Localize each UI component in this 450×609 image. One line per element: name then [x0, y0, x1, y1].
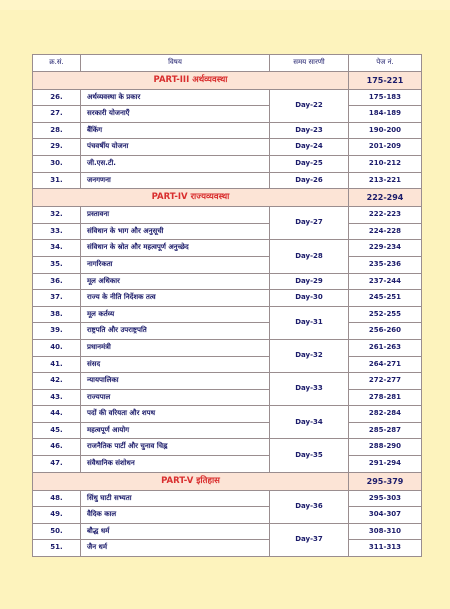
- page-range: 235-236: [349, 256, 422, 273]
- chapter-topic: संविधान के स्रोत और महत्वपूर्ण अनुच्छेद: [81, 240, 270, 257]
- chapter-topic: राष्ट्रपति और उपराष्ट्रपति: [81, 323, 270, 340]
- schedule-day: Day-32: [270, 339, 349, 372]
- page-range: 190-200: [349, 122, 422, 139]
- chapter-topic: राजनैतिक पार्टी और चुनाव चिह्न: [81, 439, 270, 456]
- page-range: 256-260: [349, 323, 422, 340]
- chapter-topic: नागरिकता: [81, 256, 270, 273]
- chapter-topic: अर्थव्यवस्था के प्रकार: [81, 89, 270, 106]
- chapter-number: 40.: [33, 339, 81, 356]
- schedule-day: Day-33: [270, 373, 349, 406]
- page-range: 291-294: [349, 456, 422, 473]
- header-schedule: समय सारणी: [270, 55, 349, 72]
- chapter-number: 42.: [33, 373, 81, 390]
- chapter-number: 45.: [33, 422, 81, 439]
- table-row: [33, 373, 422, 390]
- chapter-topic: मूल कर्तव्य: [81, 306, 270, 323]
- page-range: 175-183: [349, 89, 422, 106]
- page-range: 285-287: [349, 422, 422, 439]
- table-row: [33, 439, 422, 456]
- chapter-topic: वैदिक काल: [81, 507, 270, 524]
- chapter-topic: राज्य के नीति निर्देशक तत्व: [81, 290, 270, 307]
- page-range: 229-234: [349, 240, 422, 257]
- chapter-number: 33.: [33, 223, 81, 240]
- chapter-number: 49.: [33, 507, 81, 524]
- part-title: PART-V इतिहास: [33, 472, 349, 490]
- chapter-topic: संवैधानिक संशोधन: [81, 456, 270, 473]
- schedule-day: Day-22: [270, 89, 349, 122]
- chapter-number: 39.: [33, 323, 81, 340]
- chapter-number: 41.: [33, 356, 81, 373]
- page-range: 304-307: [349, 507, 422, 524]
- table-row: [33, 456, 422, 473]
- header-page: पेज नं.: [349, 55, 422, 72]
- page-range: 237-244: [349, 273, 422, 290]
- schedule-day: Day-36: [270, 490, 349, 523]
- part-page-range: 222-294: [349, 189, 422, 207]
- page-range: 252-255: [349, 306, 422, 323]
- page-range: 272-277: [349, 373, 422, 390]
- chapter-number: 46.: [33, 439, 81, 456]
- page-range: 261-263: [349, 339, 422, 356]
- chapter-number: 50.: [33, 523, 81, 540]
- table-row: [33, 540, 422, 557]
- chapter-topic: पदों की वरियता और शपथ: [81, 406, 270, 423]
- table-row: [33, 290, 422, 307]
- page-range: 245-251: [349, 290, 422, 307]
- table-row: [33, 106, 422, 123]
- schedule-day: Day-37: [270, 523, 349, 556]
- table-row: [33, 155, 422, 172]
- chapter-topic: राज्यपाल: [81, 389, 270, 406]
- chapter-number: 36.: [33, 273, 81, 290]
- part-title: PART-III अर्थव्यवस्था: [33, 71, 349, 89]
- page-range: 201-209: [349, 139, 422, 156]
- chapter-number: 27.: [33, 106, 81, 123]
- page-range: 210-212: [349, 155, 422, 172]
- schedule-day: Day-23: [270, 122, 349, 139]
- chapter-topic: प्रस्तावना: [81, 207, 270, 224]
- part-title: PART-IV राज्यव्यवस्था: [33, 189, 349, 207]
- table-row: [33, 172, 422, 189]
- table-row: [33, 356, 422, 373]
- table-row: [33, 507, 422, 524]
- chapter-topic: बौद्ध धर्म: [81, 523, 270, 540]
- chapter-number: 43.: [33, 389, 81, 406]
- schedule-day: Day-35: [270, 439, 349, 472]
- table-row: [33, 490, 422, 507]
- chapter-number: 31.: [33, 172, 81, 189]
- table-row: [33, 89, 422, 106]
- chapter-number: 30.: [33, 155, 81, 172]
- chapter-topic: संविधान के भाग और अनुसूची: [81, 223, 270, 240]
- schedule-day: Day-28: [270, 240, 349, 273]
- page-range: 288-290: [349, 439, 422, 456]
- chapter-topic: जनगणना: [81, 172, 270, 189]
- page-range: 224-228: [349, 223, 422, 240]
- schedule-day: Day-31: [270, 306, 349, 339]
- table-row: [33, 339, 422, 356]
- chapter-number: 32.: [33, 207, 81, 224]
- table-row: [33, 273, 422, 290]
- page-range: 278-281: [349, 389, 422, 406]
- chapter-number: 44.: [33, 406, 81, 423]
- part-page-range: 175-221: [349, 71, 422, 89]
- chapter-topic: जैन धर्म: [81, 540, 270, 557]
- chapter-number: 51.: [33, 540, 81, 557]
- table-row: [33, 240, 422, 257]
- schedule-day: Day-26: [270, 172, 349, 189]
- chapter-topic: मूल अधिकार: [81, 273, 270, 290]
- chapter-topic: पंचवर्षीय योजना: [81, 139, 270, 156]
- table-row: [33, 139, 422, 156]
- table-row: [33, 306, 422, 323]
- chapter-topic: न्यायपालिका: [81, 373, 270, 390]
- chapter-number: 38.: [33, 306, 81, 323]
- page-range: 184-189: [349, 106, 422, 123]
- table-row: [33, 122, 422, 139]
- table-row: [33, 406, 422, 423]
- chapter-number: 35.: [33, 256, 81, 273]
- table-row: [33, 323, 422, 340]
- table-row: [33, 389, 422, 406]
- header-row: [33, 55, 422, 72]
- chapter-number: 47.: [33, 456, 81, 473]
- chapter-number: 34.: [33, 240, 81, 257]
- part-heading-row: [33, 189, 422, 207]
- schedule-day: Day-27: [270, 207, 349, 240]
- schedule-day: Day-29: [270, 273, 349, 290]
- chapter-number: 28.: [33, 122, 81, 139]
- schedule-day: Day-25: [270, 155, 349, 172]
- contents-body: [33, 71, 422, 556]
- part-heading-row: [33, 472, 422, 490]
- chapter-topic: महत्वपूर्ण आयोग: [81, 422, 270, 439]
- part-heading-row: [33, 71, 422, 89]
- chapter-number: 26.: [33, 89, 81, 106]
- schedule-day: Day-34: [270, 406, 349, 439]
- chapter-topic: प्रधानमंत्री: [81, 339, 270, 356]
- table-row: [33, 422, 422, 439]
- schedule-day: Day-30: [270, 290, 349, 307]
- table-row: [33, 223, 422, 240]
- table-row: [33, 207, 422, 224]
- contents-table: [32, 54, 422, 557]
- header-sno: क्र.सं.: [33, 55, 81, 72]
- page-range: 282-284: [349, 406, 422, 423]
- page-range: 213-221: [349, 172, 422, 189]
- chapter-topic: सिंधु घाटी सभ्यता: [81, 490, 270, 507]
- chapter-topic: जी.एस.टी.: [81, 155, 270, 172]
- page-range: 264-271: [349, 356, 422, 373]
- chapter-number: 37.: [33, 290, 81, 307]
- page-range: 311-313: [349, 540, 422, 557]
- chapter-topic: सरकारी योजनाएँ: [81, 106, 270, 123]
- header-subject: विषय: [81, 55, 270, 72]
- chapter-number: 29.: [33, 139, 81, 156]
- table-row: [33, 256, 422, 273]
- chapter-topic: बैंकिंग: [81, 122, 270, 139]
- part-page-range: 295-379: [349, 472, 422, 490]
- schedule-day: Day-24: [270, 139, 349, 156]
- table-row: [33, 523, 422, 540]
- page-range: 308-310: [349, 523, 422, 540]
- chapter-topic: संसद: [81, 356, 270, 373]
- page-range: 295-303: [349, 490, 422, 507]
- page-range: 222-223: [349, 207, 422, 224]
- chapter-number: 48.: [33, 490, 81, 507]
- page-top-edge: [0, 0, 450, 10]
